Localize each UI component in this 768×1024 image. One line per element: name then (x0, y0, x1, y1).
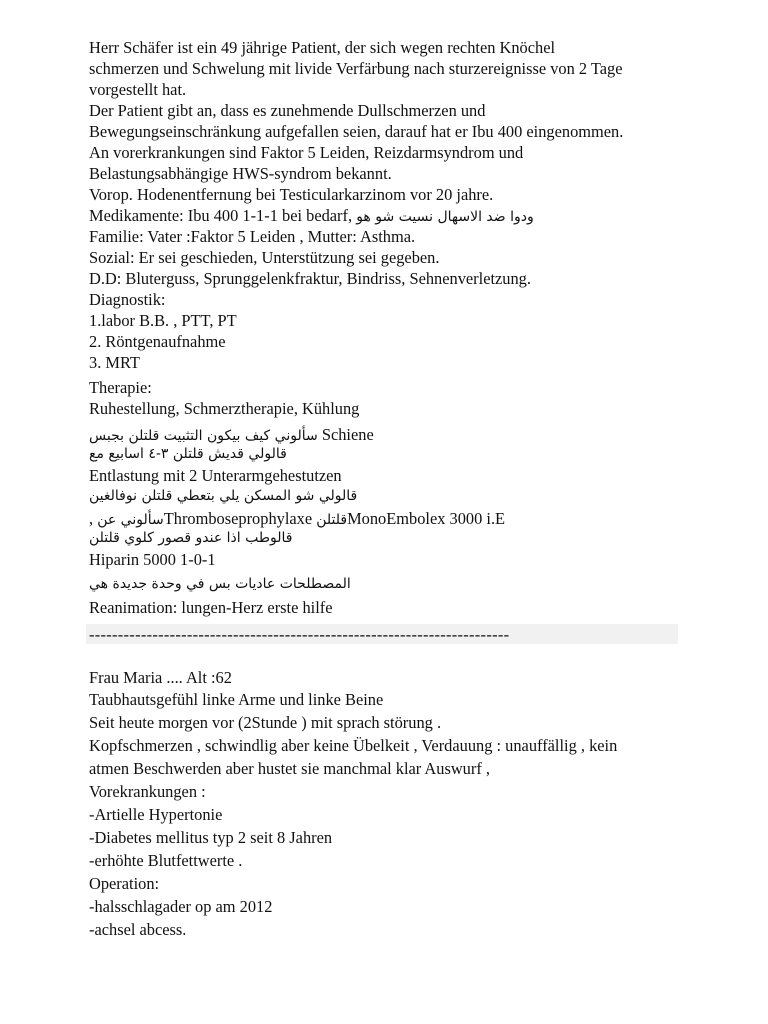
thrombose-comma: , (89, 509, 94, 528)
case2-line-1: Frau Maria .... Alt :62 (89, 668, 232, 687)
case2-line-9: -erhöhte Blutfettwerte . (89, 851, 243, 870)
thrombose-medication: MonoEmbolex 3000 i.E (347, 509, 506, 528)
therapie-line: Ruhestellung, Schmerztherapie, Kühlung (89, 399, 360, 418)
case1-line-6: An vorerkrankungen sind Faktor 5 Leiden, Reizdarmsyndrom und (89, 143, 524, 162)
thrombose-term: Thromboseprophylaxe (163, 509, 313, 528)
case2-line-6: Vorekrankungen : (89, 782, 206, 801)
case1-line-1: Herr Schäfer ist ein 49 jährige Patient, der sich wegen rechten Knöchel (89, 38, 556, 57)
case1-line-4: Der Patient gibt an, dass es zunehmende Dullschmerzen und (89, 101, 486, 120)
diagnostik-heading: Diagnostik: (89, 290, 166, 309)
thrombose-arabic-2: قلتلن (316, 512, 348, 528)
diagnostik-item-1: 1.labor B.B. , PTT, PT (89, 311, 237, 330)
medikamente-arabic-note: ودوا ضد الاسهال نسيت شو هو (356, 209, 534, 225)
case1-line-8: Vorop. Hodenentfernung bei Testicularkarzinom vor 20 jahre. (89, 185, 494, 204)
schiene-word: Schiene (321, 425, 374, 444)
case2-line-3: Seit heute morgen vor (2Stunde ) mit sprach störung . (89, 713, 442, 732)
case2-line-10: Operation: (89, 874, 160, 893)
medikamente-text: Medikamente: Ibu 400 1-1-1 bei bedarf, (89, 206, 353, 225)
nieren-arabic-note: قالوطب اذا عندو قصور كلوي قلتلن (89, 530, 293, 546)
diagnostik-item-3: 3. MRT (89, 353, 140, 372)
separator-dashes: ------------------------------------------------------------------------- (89, 625, 510, 644)
therapie-heading: Therapie: (89, 378, 152, 397)
case1-line-7: Belastungsabhängige HWS-syndrom bekannt. (89, 164, 392, 183)
case2-line-12: -achsel abcess. (89, 920, 187, 939)
sozial-line: Sozial: Er sei geschieden, Unterstützung sei gegeben. (89, 248, 440, 267)
reanimation-line: Reanimation: lungen-Herz erste hilfe (89, 598, 333, 617)
case2-line-11: -halsschlagader op am 2012 (89, 897, 273, 916)
case2-line-8: -Diabetes mellitus typ 2 seit 8 Jahren (89, 828, 333, 847)
case1-line-2: schmerzen und Schwelung mit livide Verfärbung nach sturzereignisse von 2 Tage (89, 59, 623, 78)
medikamente-line (89, 205, 534, 228)
schmerzmittel-arabic-note: قالولي شو المسكن يلي بتعطي قلتلن نوفالغين (89, 488, 358, 504)
case2-line-4: Kopfschmerzen , schwindlig aber keine Übelkeit , Verdauung : unauffällig , kein (89, 736, 618, 755)
mustalahat-arabic-note: المصطلحات عاديات بس في وحدة جديدة هي (89, 576, 351, 592)
diagnostik-item-2: 2. Röntgenaufnahme (89, 332, 226, 351)
hiparin-line: Hiparin 5000 1-0-1 (89, 550, 216, 569)
case1-line-3: vorgestellt hat. (89, 80, 187, 99)
case2-line-5: atmen Beschwerden aber hustet sie manchmal klar Auswurf , (89, 759, 490, 778)
thrombose-arabic-1: سألوني عن (97, 512, 164, 528)
schiene-arabic-note: سألوني كيف بيكون التثبيت قلتلن بجبس (89, 428, 318, 444)
case1-line-5: Bewegungseinschränkung aufgefallen seien, darauf hat er Ibu 400 eingenommen. (89, 122, 624, 141)
case2-line-7: -Artielle Hypertonie (89, 805, 223, 824)
differential-diagnosis-line: D.D: Bluterguss, Sprunggelenkfraktur, Bindriss, Sehnenverletzung. (89, 269, 531, 288)
section-separator (86, 624, 678, 644)
entlastung-line: Entlastung mit 2 Unterarmgehestutzen (89, 466, 342, 485)
familie-line: Familie: Vater :Faktor 5 Leiden , Mutter: Asthma. (89, 227, 416, 246)
wochen-arabic-note: قالولي قديش قلتلن ٣-٤ اسابيع مع (89, 446, 287, 462)
case2-line-2: Taubhautsgefühl linke Arme und linke Beine (89, 690, 384, 709)
